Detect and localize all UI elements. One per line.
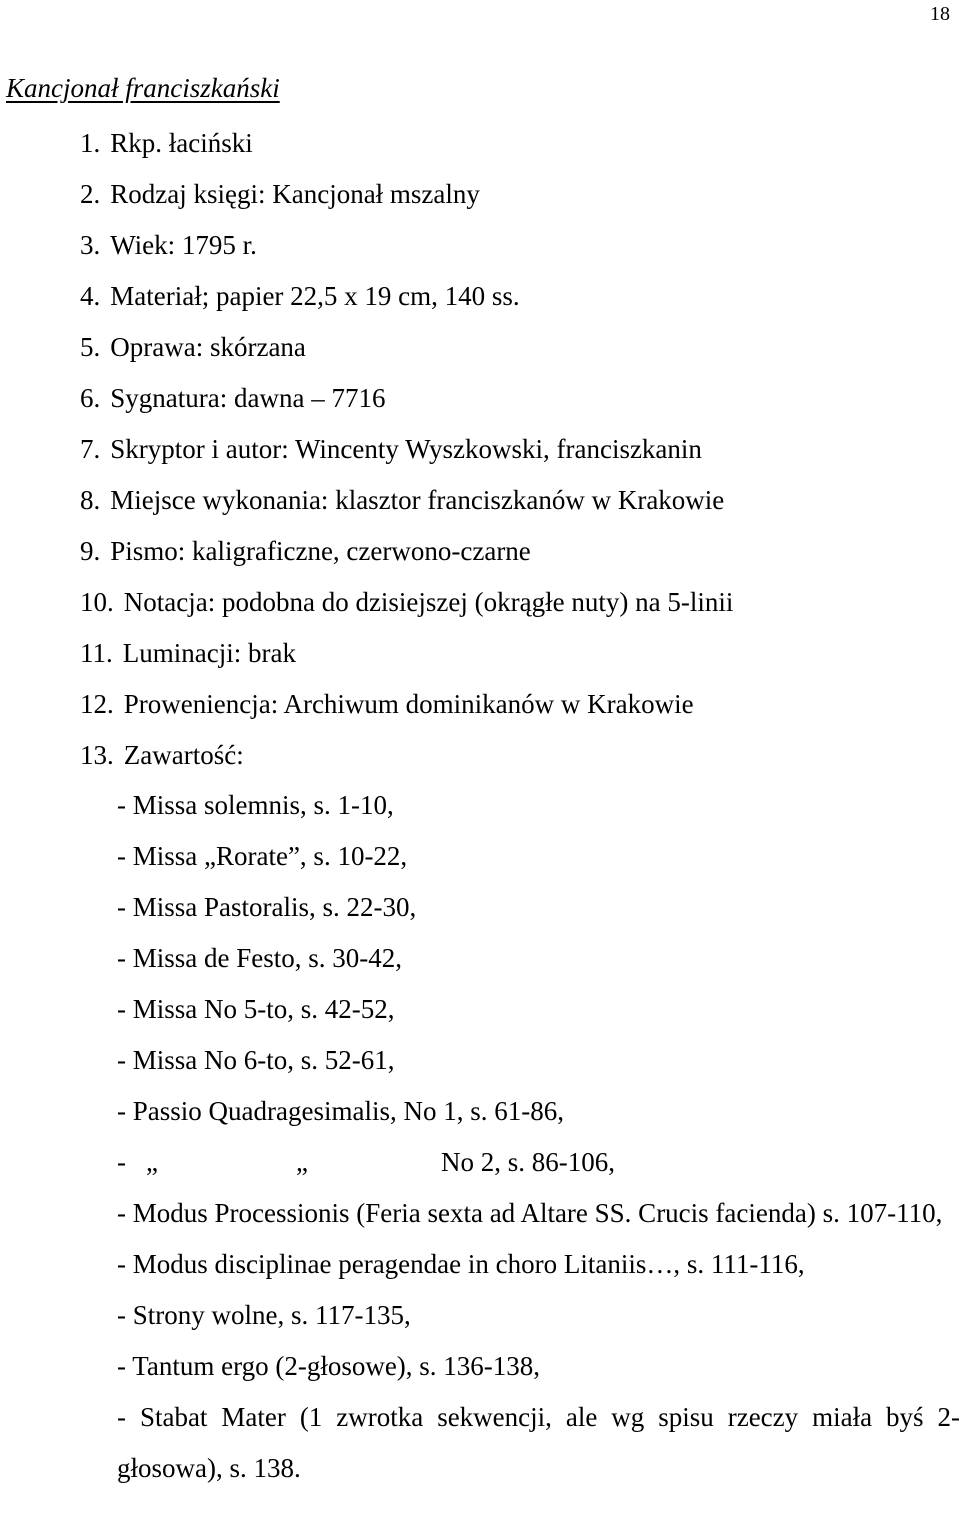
contents-item: - Missa Pastoralis, s. 22-30, [117, 892, 417, 922]
list-item [80, 220, 733, 271]
contents-item: - Missa No 6-to, s. 52-61, [117, 1045, 395, 1075]
list-item [80, 679, 733, 730]
item-number: 10. [80, 587, 114, 617]
ditto-text: No 2, s. 86-106, [441, 1147, 615, 1177]
list-item [80, 169, 733, 220]
contents-item: - Passio Quadragesimalis, No 1, s. 61-86, [117, 1096, 564, 1126]
contents-item: - Missa solemnis, s. 1-10, [117, 790, 394, 820]
item-number: 3. [80, 230, 101, 260]
item-text: Sygnatura: dawna – 7716 [110, 383, 386, 413]
item-text: Materiał; papier 22,5 x 19 cm, 140 ss. [110, 281, 520, 311]
item-text: Skryptor i autor: Wincenty Wyszkowski, franciszkanin [110, 434, 702, 464]
page-number: 18 [930, 3, 950, 25]
document-title: Kancjonał franciszkański [6, 73, 280, 103]
list-item [80, 373, 733, 424]
metadata-list [80, 118, 733, 781]
list-item [80, 271, 733, 322]
list-item [80, 424, 733, 475]
ditto-mark: „ [296, 1147, 308, 1177]
item-text: Zawartość: [123, 740, 244, 770]
contents-item: - Missa No 5-to, s. 42-52, [117, 994, 395, 1024]
contents-item: - Missa „Rorate”, s. 10-22, [117, 841, 408, 871]
ditto-dash: - [117, 1147, 126, 1177]
list-item [80, 526, 733, 577]
item-text: Luminacji: brak [122, 638, 296, 668]
list-item [80, 730, 733, 781]
item-number: 6. [80, 383, 101, 413]
item-number: 1. [80, 128, 101, 158]
contents-item: - Tantum ergo (2-głosowe), s. 136-138, [117, 1351, 541, 1381]
item-text: Pismo: kaligraficzne, czerwono-czarne [110, 536, 531, 566]
ditto-mark: „ [146, 1147, 158, 1177]
item-number: 7. [80, 434, 101, 464]
list-item [80, 577, 733, 628]
item-number: 2. [80, 179, 101, 209]
list-item [80, 322, 733, 373]
item-text: Miejsce wykonania: klasztor franciszkanów w Krakowie [110, 485, 725, 515]
item-number: 5. [80, 332, 101, 362]
list-item [80, 628, 733, 679]
item-text: Notacja: podobna do dzisiejszej (okrągłe nuty) na 5-linii [123, 587, 734, 617]
item-text: Proweniencja: Archiwum dominikanów w Krakowie [123, 689, 694, 719]
contents-list [117, 780, 960, 1494]
item-number: 11. [80, 638, 113, 668]
contents-item: - Modus Processionis (Feria sexta ad Altare SS. Crucis facienda) s. 107-110, [117, 1198, 943, 1228]
contents-item: - Modus disciplinae peragendae in choro Litaniis…, s. 111-116, [117, 1249, 805, 1279]
list-item [80, 475, 733, 526]
item-text: Wiek: 1795 r. [110, 230, 257, 260]
item-text: Oprawa: skórzana [110, 332, 306, 362]
list-item [80, 118, 733, 169]
contents-item: - Strony wolne, s. 117-135, [117, 1300, 411, 1330]
item-number: 12. [80, 689, 114, 719]
contents-item: - Missa de Festo, s. 30-42, [117, 943, 402, 973]
item-text: Rkp. łaciński [110, 128, 253, 158]
contents-item: - Stabat Mater (1 zwrotka sekwencji, ale wg spisu rzeczy miała byś 2-głosowa), s. 138. [117, 1402, 960, 1483]
item-number: 4. [80, 281, 101, 311]
item-number: 13. [80, 740, 114, 770]
item-text: Rodzaj księgi: Kancjonał mszalny [110, 179, 480, 209]
item-number: 9. [80, 536, 101, 566]
item-number: 8. [80, 485, 101, 515]
contents-item-ditto [117, 1137, 957, 1188]
